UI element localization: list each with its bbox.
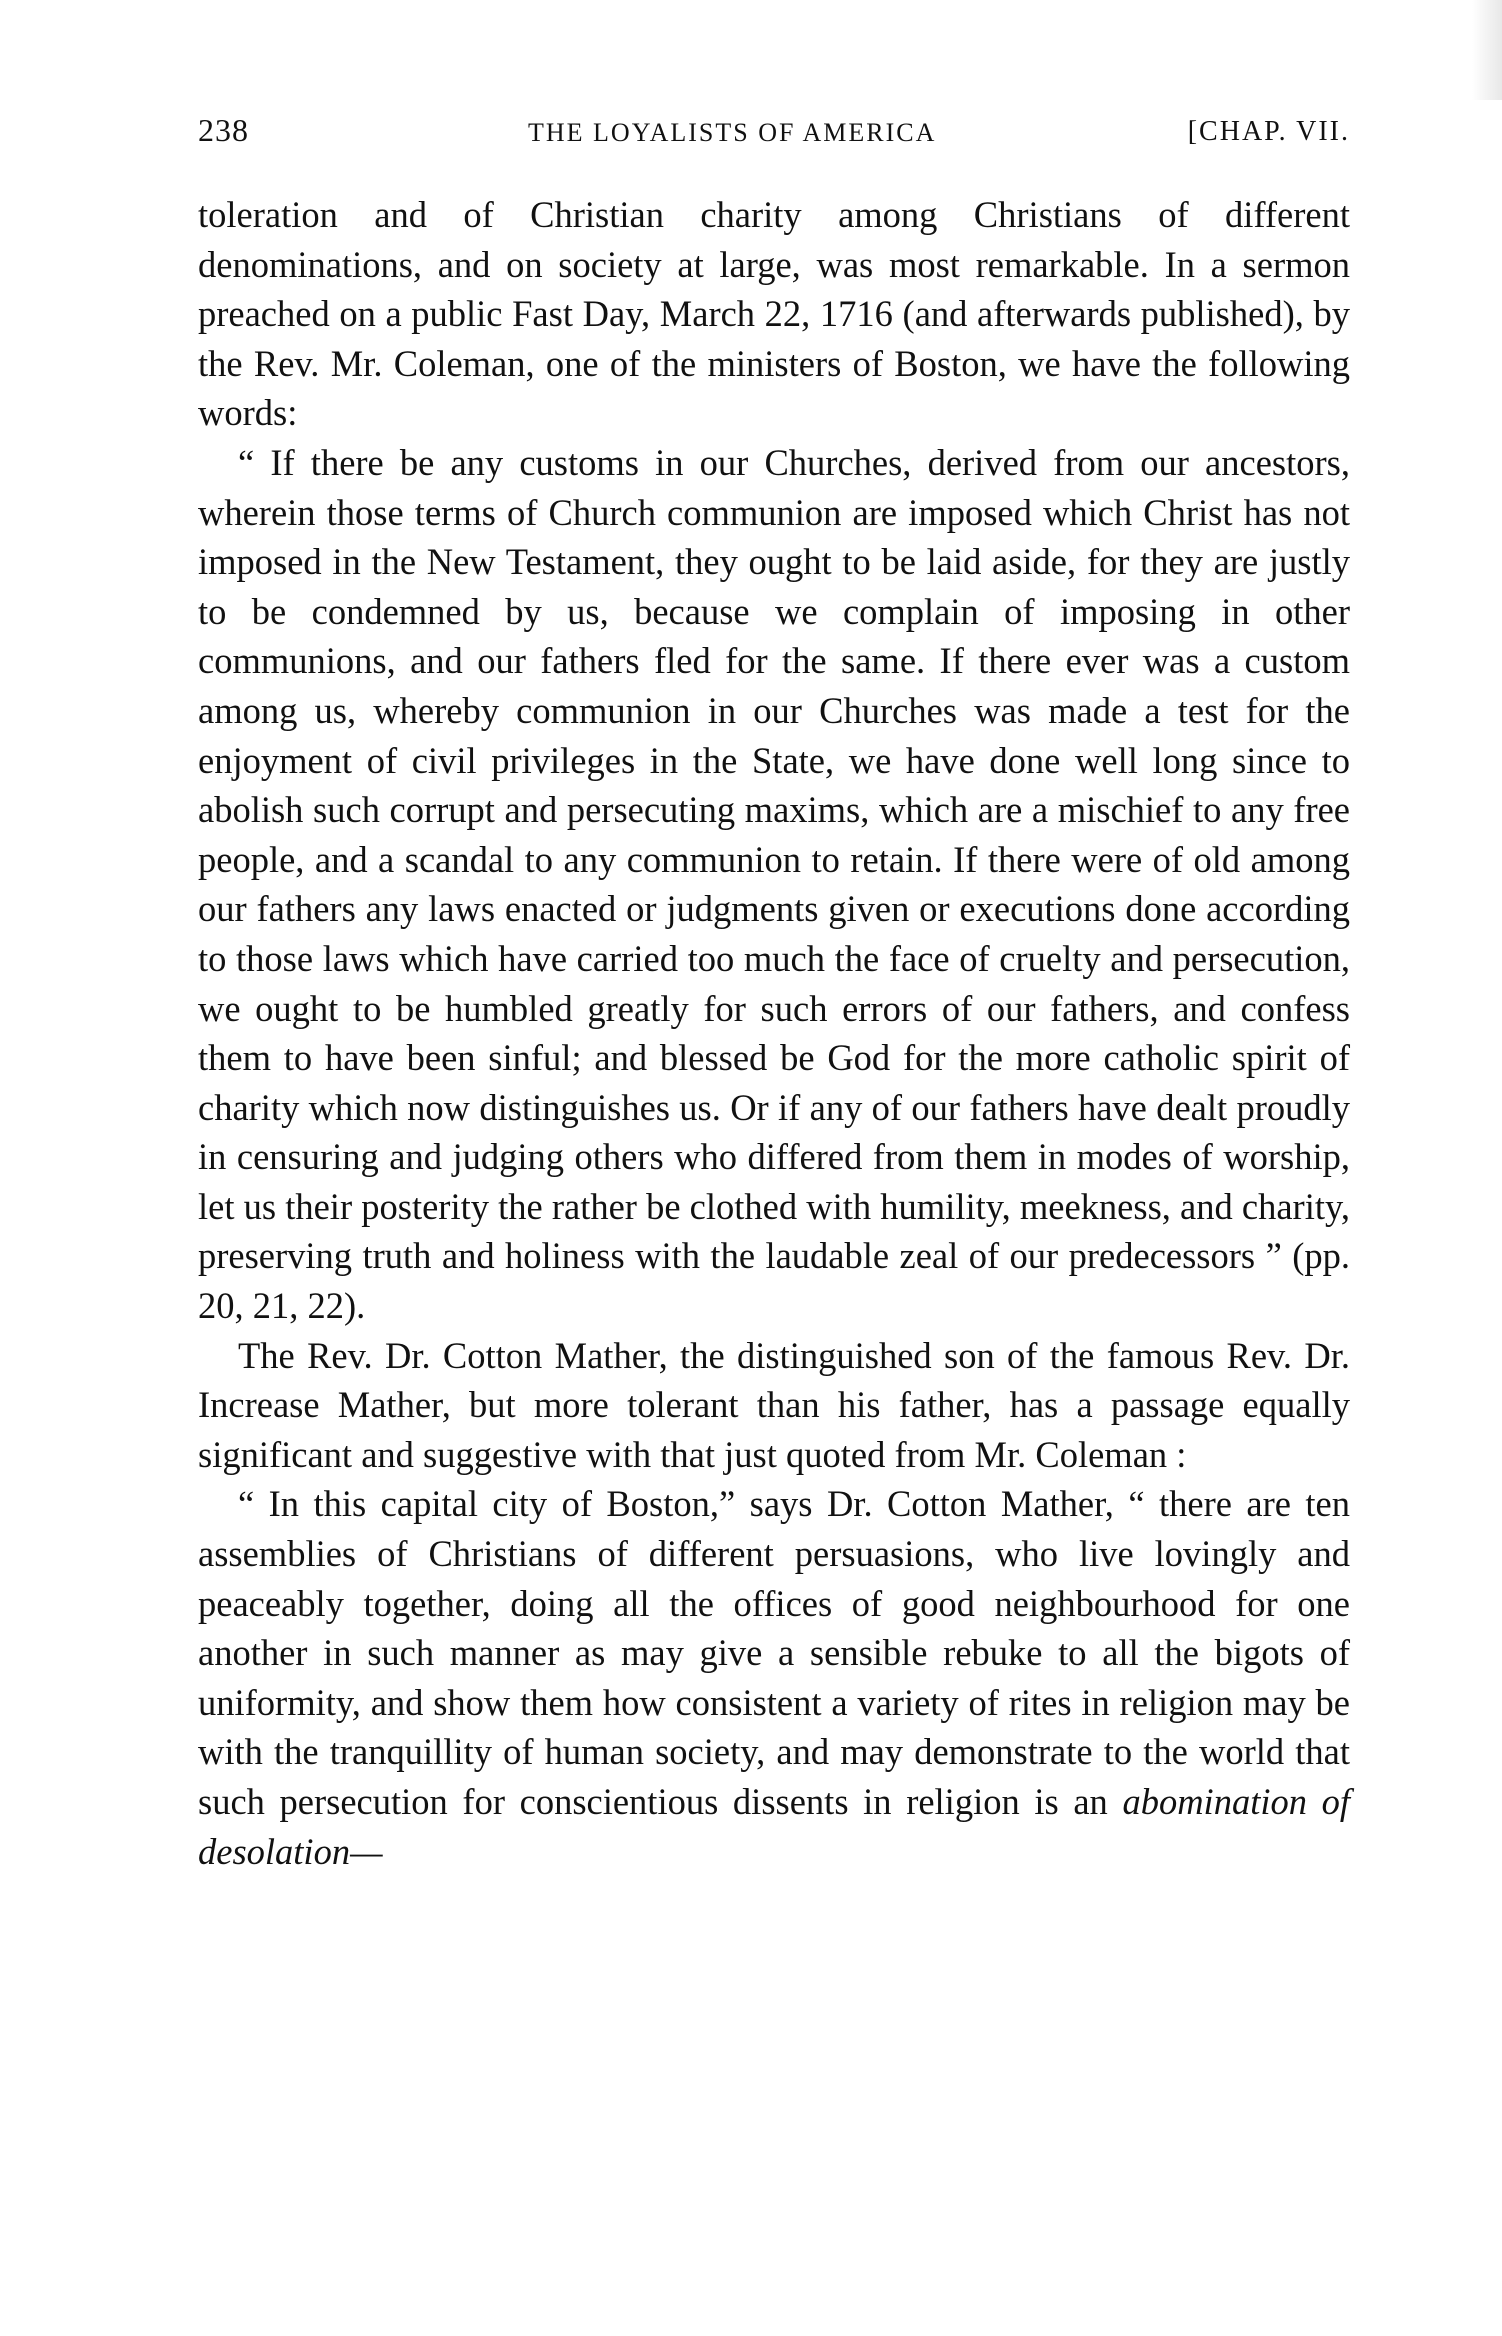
page-number: 238 — [198, 112, 249, 148]
quote-text: “ In this capital city of Boston,” says Dr. Cotton Mather, “ there are ten assemblies of Christians of different persuasions, who live lovingly and peaceably together, doing all the offices of good neighbourhood for one another in such manner as may give a sensible rebuke to all the bigots of uniformity, and show them how consistent a variety of rites in religion may be with the tranquillity of human society, and may demonstrate to the world that such persecution for conscientious dissents in religion is an — [198, 1483, 1350, 1822]
italic-phrase: abomination of desolation— — [198, 1781, 1350, 1872]
scan-edge-shading — [1472, 0, 1502, 100]
paragraph-continuation: toleration and of Christian charity among Christians of different denominations, and on society at large, was most remarkable. In a sermon preached on a public Fast Day, March 22, 1716 (and afterwards published), by the Rev. Mr. Coleman, one of the ministers of Boston, we have the following words: — [198, 194, 1350, 434]
body-text — [198, 190, 1350, 1876]
paragraph-cotton-mather-intro: The Rev. Dr. Cotton Mather, the distinguished son of the famous Rev. Dr. Increase Mather, but more tolerant than his father, has a passage equally significant and suggestive with that just quoted from Mr. Coleman : — [198, 1334, 1350, 1475]
paragraph-coleman-quote: “ If there be any customs in our Churches, derived from our ancestors, wherein those terms of Church communion are imposed which Christ has not imposed in the New Testament, they ought to be laid aside, for they are justly to be condemned by us, because we complain of imposing in other communions, and our fathers fled for the same. If there ever was a custom among us, whereby communion in our Churches was made a test for the enjoyment of civil privileges in the State, we have done well long since to abolish such corrupt and persecuting maxims, which are a mischief to any free people, and a scandal to any communion to retain. If there were of old among our fathers any laws enacted or judgments given or executions done according to those laws which have carried too much the face of cruelty and persecution, we ought to be humbled greatly for such errors of our fathers, and confess them to have been sinful; and blessed be God for the more catholic spirit of charity which now distinguishes us. Or if any of our fathers have dealt proudly in censuring and judging others who differed from them in modes of worship, let us their posterity the rather be clothed with humility, meekness, and charity, preserving truth and holiness with the laudable zeal of our predecessors ” (pp. 20, 21, 22). — [198, 441, 1350, 1327]
paragraph-cotton-mather-quote — [198, 1479, 1350, 1876]
chapter-label: [CHAP. VII. — [1187, 116, 1350, 147]
running-header — [198, 112, 1350, 162]
running-title: THE LOYALISTS OF AMERICA — [528, 118, 937, 147]
